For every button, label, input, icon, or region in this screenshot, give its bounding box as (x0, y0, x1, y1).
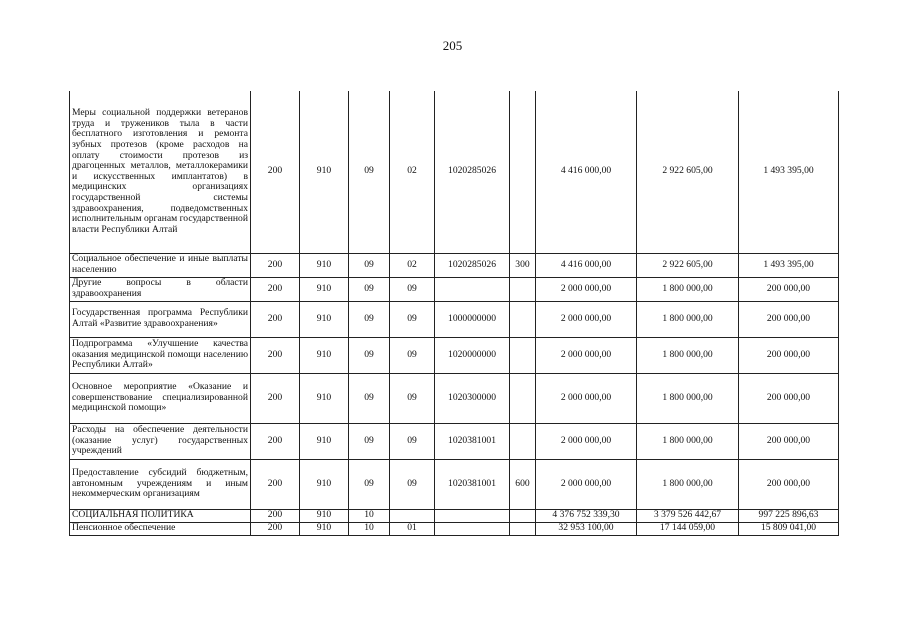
cell-v1: 2 000 000,00 (536, 373, 637, 423)
cell-c1: 200 (251, 91, 300, 253)
cell-c3: 09 (349, 459, 390, 509)
cell-v1: 4 416 000,00 (536, 253, 637, 277)
table-row (70, 373, 839, 423)
cell-c3: 09 (349, 277, 390, 301)
row-name: Другие вопросы в области здравоохранения (70, 277, 251, 301)
cell-c1: 200 (251, 459, 300, 509)
cell-c4 (390, 509, 435, 522)
cell-v3: 200 000,00 (739, 301, 839, 337)
cell-c2: 910 (300, 509, 349, 522)
cell-c2: 910 (300, 91, 349, 253)
cell-v3: 200 000,00 (739, 277, 839, 301)
cell-v3: 1 493 395,00 (739, 253, 839, 277)
cell-c1: 200 (251, 253, 300, 277)
cell-v1: 4 376 752 339,30 (536, 509, 637, 522)
cell-v2: 1 800 000,00 (637, 301, 739, 337)
cell-v3: 200 000,00 (739, 373, 839, 423)
cell-v2: 1 800 000,00 (637, 277, 739, 301)
cell-v1: 2 000 000,00 (536, 301, 637, 337)
cell-c5 (435, 277, 510, 301)
cell-c5 (435, 509, 510, 522)
cell-c6 (510, 337, 536, 373)
table-row (70, 301, 839, 337)
row-name: Основное мероприятие «Оказание и совершенствование специализированной медицинской помощи» (70, 373, 251, 423)
cell-v2: 17 144 059,00 (637, 522, 739, 535)
page-number: 205 (442, 38, 463, 53)
cell-c4: 09 (390, 373, 435, 423)
table-row (70, 337, 839, 373)
cell-c5: 1000000000 (435, 301, 510, 337)
cell-c5: 1020285026 (435, 253, 510, 277)
cell-c1: 200 (251, 509, 300, 522)
cell-c3: 09 (349, 91, 390, 253)
cell-v1: 2 000 000,00 (536, 337, 637, 373)
row-name: Расходы на обеспечение деятельности (оказание услуг) государственных учреждений (70, 423, 251, 459)
cell-c1: 200 (251, 277, 300, 301)
budget-table (69, 91, 839, 536)
cell-c6 (510, 373, 536, 423)
row-name: Социальное обеспечение и иные выплаты населению (70, 253, 251, 277)
cell-c4: 09 (390, 337, 435, 373)
cell-c5 (435, 522, 510, 535)
cell-c2: 910 (300, 337, 349, 373)
row-name: СОЦИАЛЬНАЯ ПОЛИТИКА (70, 509, 251, 522)
cell-c3: 09 (349, 337, 390, 373)
cell-v3: 15 809 041,00 (739, 522, 839, 535)
cell-c3: 09 (349, 301, 390, 337)
cell-c5: 1020381001 (435, 459, 510, 509)
cell-c5: 1020381001 (435, 423, 510, 459)
cell-c2: 910 (300, 373, 349, 423)
cell-c6 (510, 301, 536, 337)
cell-v3: 200 000,00 (739, 337, 839, 373)
table-row (70, 277, 839, 301)
cell-v3: 200 000,00 (739, 423, 839, 459)
cell-c2: 910 (300, 423, 349, 459)
cell-c6 (510, 277, 536, 301)
table-row (70, 253, 839, 277)
cell-v3: 1 493 395,00 (739, 91, 839, 253)
cell-c1: 200 (251, 423, 300, 459)
cell-c2: 910 (300, 277, 349, 301)
cell-c6: 600 (510, 459, 536, 509)
cell-c3: 09 (349, 373, 390, 423)
cell-c1: 200 (251, 373, 300, 423)
cell-c2: 910 (300, 301, 349, 337)
cell-c3: 09 (349, 423, 390, 459)
cell-v2: 3 379 526 442,67 (637, 509, 739, 522)
cell-c4: 01 (390, 522, 435, 535)
cell-v3: 200 000,00 (739, 459, 839, 509)
cell-c3: 10 (349, 522, 390, 535)
cell-c6 (510, 91, 536, 253)
row-name: Предоставление субсидий бюджетным, автономным учреждениям и иным некоммерческим организациям (70, 459, 251, 509)
cell-c4: 02 (390, 91, 435, 253)
cell-v2: 2 922 605,00 (637, 91, 739, 253)
cell-c4: 09 (390, 459, 435, 509)
cell-v2: 1 800 000,00 (637, 373, 739, 423)
table-row (70, 459, 839, 509)
cell-v2: 2 922 605,00 (637, 253, 739, 277)
cell-v2: 1 800 000,00 (637, 423, 739, 459)
cell-c2: 910 (300, 459, 349, 509)
cell-c4: 09 (390, 301, 435, 337)
cell-c6 (510, 509, 536, 522)
cell-c1: 200 (251, 301, 300, 337)
cell-v1: 4 416 000,00 (536, 91, 637, 253)
row-name: Подпрограмма «Улучшение качества оказания медицинской помощи населению Республики Алтай» (70, 337, 251, 373)
table-row (70, 91, 839, 253)
cell-c6 (510, 423, 536, 459)
cell-c6: 300 (510, 253, 536, 277)
cell-v1: 2 000 000,00 (536, 459, 637, 509)
cell-c4: 09 (390, 423, 435, 459)
cell-c4: 09 (390, 277, 435, 301)
cell-c2: 910 (300, 522, 349, 535)
cell-c1: 200 (251, 522, 300, 535)
cell-c2: 910 (300, 253, 349, 277)
row-name: Пенсионное обеспечение (70, 522, 251, 535)
table-row (70, 509, 839, 522)
cell-v1: 32 953 100,00 (536, 522, 637, 535)
cell-v3: 997 225 896,63 (739, 509, 839, 522)
cell-c1: 200 (251, 337, 300, 373)
cell-c3: 10 (349, 509, 390, 522)
cell-c3: 09 (349, 253, 390, 277)
table-row (70, 522, 839, 535)
cell-v1: 2 000 000,00 (536, 423, 637, 459)
cell-v1: 2 000 000,00 (536, 277, 637, 301)
cell-c4: 02 (390, 253, 435, 277)
cell-v2: 1 800 000,00 (637, 459, 739, 509)
cell-c5: 1020285026 (435, 91, 510, 253)
row-name: Меры социальной поддержки ветеранов труда и тружеников тыла в части бесплатного изготовления и ремонта зубных протезов (кроме расходов на оплату стоимости протезов из драгоценных металлов, металлокерамики и искусственных имплантатов) в медицинских организациях государственной системы здравоохранения, подведомственных исполнительным органам государственной власти Республики Алтай (70, 91, 251, 253)
cell-c6 (510, 522, 536, 535)
row-name: Государственная программа Республики Алтай «Развитие здравоохранения» (70, 301, 251, 337)
cell-c5: 1020000000 (435, 337, 510, 373)
cell-c5: 1020300000 (435, 373, 510, 423)
table-row (70, 423, 839, 459)
cell-v2: 1 800 000,00 (637, 337, 739, 373)
